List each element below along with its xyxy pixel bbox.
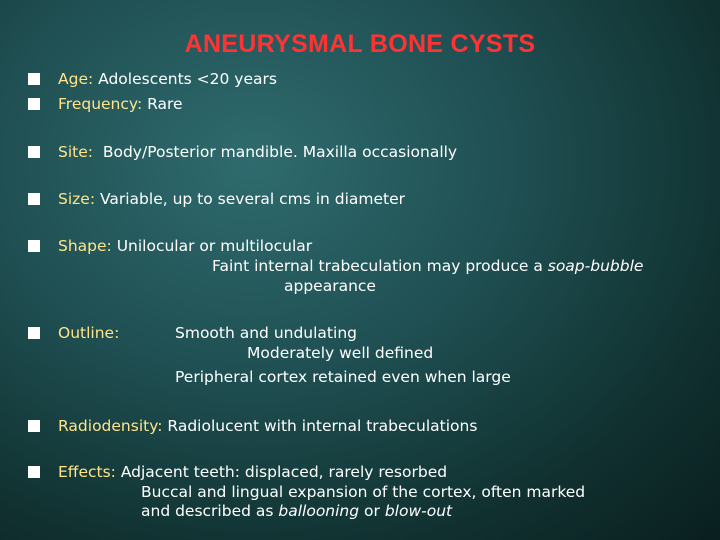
radiodensity-label: Radiodensity: [58, 417, 163, 435]
item-size [58, 189, 405, 209]
bullet-effects [28, 466, 40, 478]
radiodensity-value: Radiolucent with internal trabeculations [162, 417, 478, 435]
outline-label: Outline: [58, 324, 120, 342]
effects-line3-prefix: and described as [141, 502, 279, 520]
site-label: Site: [58, 143, 93, 161]
item-age [58, 69, 277, 89]
item-shape [58, 236, 312, 256]
bullet-outline [28, 327, 40, 339]
slide-title: ANEURYSMAL BONE CYSTS [184, 30, 536, 58]
bullet-site [28, 146, 40, 158]
item-outline [58, 323, 119, 343]
effects-line2: Buccal and lingual expansion of the cortex, often marked [141, 483, 586, 501]
site-value: Body/Posterior mandible. Maxilla occasionally [92, 143, 458, 161]
bullet-size [28, 193, 40, 205]
size-value: Variable, up to several cms in diameter [95, 190, 406, 208]
effects-line3-em2: blow-out [384, 502, 453, 520]
age-value: Adolescents <20 years [93, 70, 277, 88]
shape-line1: Unilocular or multilocular [111, 237, 313, 255]
frequency-value: Rare [142, 95, 183, 113]
bullet-shape [28, 240, 40, 252]
age-label: Age: [58, 70, 94, 88]
effects-label: Effects: [58, 463, 116, 481]
bullet-radiodensity [28, 420, 40, 432]
shape-line2-em: soap-bubble [547, 257, 644, 275]
bullet-age [28, 73, 40, 85]
shape-label: Shape: [58, 237, 112, 255]
outline-line1: Smooth and undulating [175, 324, 357, 342]
item-effects [58, 462, 447, 482]
item-radiodensity [58, 416, 477, 436]
effects-line3-em1: ballooning [278, 502, 360, 520]
effects-line1: Adjacent teeth: displaced, rarely resorbed [115, 463, 448, 481]
size-label: Size: [58, 190, 96, 208]
outline-line3: Peripheral cortex retained even when large [175, 368, 511, 386]
effects-line3 [141, 501, 452, 521]
item-site [58, 142, 457, 162]
shape-line2-prefix: Faint internal trabeculation may produce a [212, 257, 548, 275]
shape-line3: appearance [284, 277, 376, 295]
frequency-label: Frequency: [58, 95, 143, 113]
effects-line3-mid: or [359, 502, 385, 520]
item-frequency [58, 94, 183, 114]
shape-line2 [212, 256, 643, 276]
outline-line2: Moderately well defined [247, 344, 434, 362]
bullet-frequency [28, 98, 40, 110]
